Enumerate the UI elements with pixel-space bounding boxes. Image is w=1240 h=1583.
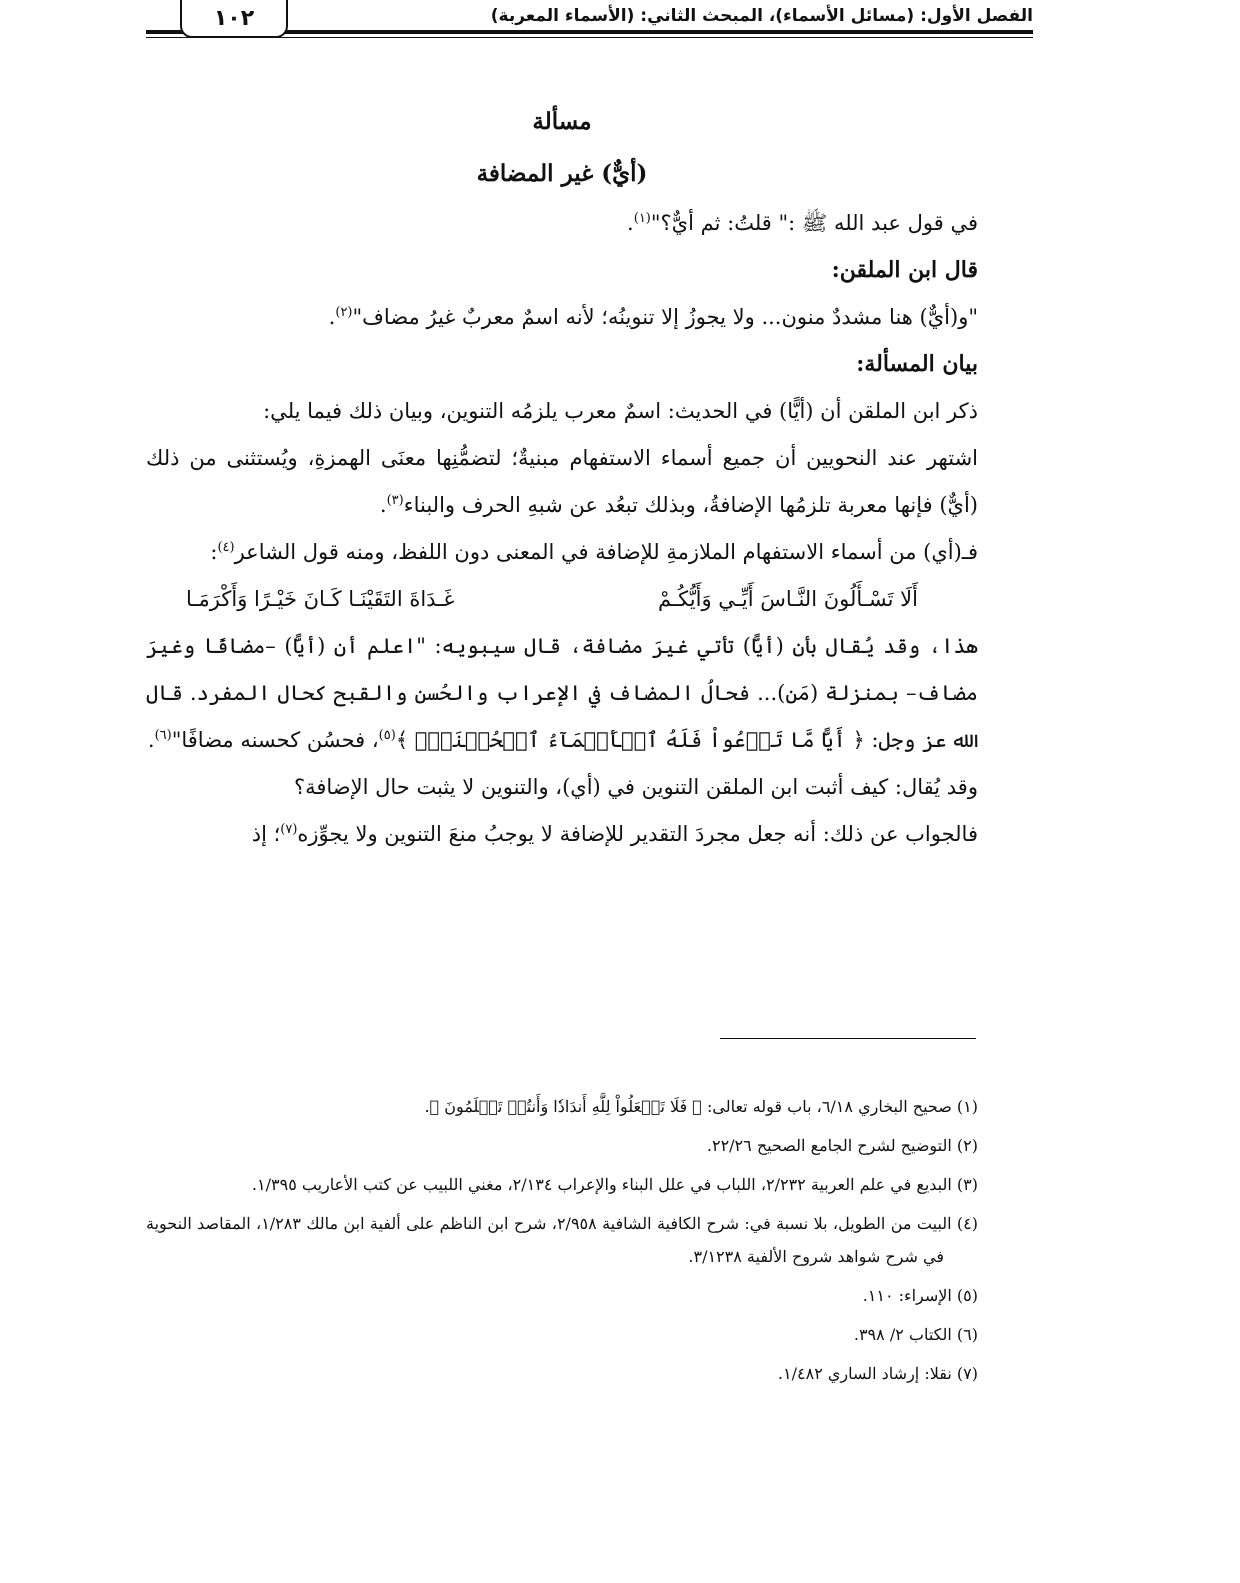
main-content — [146, 96, 978, 858]
issue-title: (أيٌّ) غير المضافة — [476, 160, 648, 187]
footnotes — [146, 1090, 978, 1396]
paragraph-sibawayh-end: ، فحسُن كحسنه مضافًا" — [171, 728, 379, 752]
paragraph-poet: فـ(أي) من أسماء الاستفهام الملازمةِ للإضافة في المعنى دون اللفظ، ومنه قول الشاعر$^{(٤)}$: — [210, 540, 978, 564]
paragraph-sibawayh: هذا، وقد يُقال بأن (أيًّا) تأتي غيرَ مضافة، قال سيبويه: "اعلم أن (أيًّا) –مضافًا وغيرَ مضاف– بمنزلة (مَن)... فحالُ المضاف في الإعراب والحُسن والقبح كحال المفرد. قال الله عز وجل: ﴿ أَيًّا مَّا تَدۡعُواْ فَلَهُ ٱلۡأَسۡمَآءُ ٱلۡحُسۡنَىٰۚ ﴾$^{(٥)}$، فحسُن كحسنه مضافًا"$^{(٦)}$. — [146, 634, 978, 752]
footnote-separator — [720, 1038, 976, 1039]
verse-first-hemistich: أَلَا تَسْـأَلُونَ النَّـاسَ أَيِّـي وَأَيُّكُـمْ — [658, 587, 918, 611]
footnote-4: (٤) البيت من الطويل، بلا نسبة في: شرح الكافية الشافية ٢/٩٥٨، شرح ابن الناظم على ألفية ابن مالك ١/٢٨٣، المقاصد النحوية في شرح شواهد شروح الألفية ٣/١٢٣٨. — [146, 1214, 978, 1266]
running-header-title: الفصل الأول: (مسائل الأسماء)، المبحث الثاني: (الأسماء المعربة) — [490, 6, 1033, 26]
page-number: ١٠٢ — [180, 0, 288, 38]
explanation-heading: بيان المسألة: — [856, 351, 978, 377]
ibn-mulaqqin-quote: "و(أيٌّ) هنا مشددٌ منون... ولا يجوزُ إلا تنوينُه؛ لأنه اسمٌ معربٌ غيرُ مضاف"$^{(٢)}$. — [328, 305, 978, 329]
paragraph-interrogatives-text: اشتهر عند النحويين أن جميع أسماء الاستفهام مبنيةٌ؛ لتضمُّنِها معنَى الهمزةِ، ويُستثنى من ذلك (أيٌّ) فإنها معربة تلزمُها الإضافةُ، وبذلك تبعُد عن شبهِ الحرف والبناء — [146, 446, 978, 517]
paragraph-poet-text: فـ(أي) من أسماء الاستفهام الملازمةِ للإضافة في المعنى دون اللفظ، ومنه قول الشاعر — [234, 540, 978, 564]
verse-second-hemistich: غَـدَاةَ التَقَيْنَـا كَـانَ خَيْـرًا وَأَكْرَمَـا — [186, 587, 455, 611]
paragraph-answer — [146, 811, 978, 858]
footnote-6: (٦) الكتاب ٢/ ٣٩٨. — [853, 1325, 978, 1344]
section-heading: مسألة — [532, 108, 592, 135]
hadith-quote: في قول عبد الله ﷺ :" قلتُ: ثم أيٌّ؟"$^{(١)}$. — [627, 211, 978, 235]
paragraph-intro: ذكر ابن الملقن أن (أيًّا) في الحديث: اسمٌ معرب يلزمُه التنوين، وبيان ذلك فيما يلي: — [263, 399, 978, 423]
poetry-verse — [146, 576, 978, 623]
quote-text: "و(أيٌّ) هنا مشددٌ منون... ولا يجوزُ إلا تنوينُه؛ لأنه اسمٌ معربٌ غيرُ مضاف" — [352, 305, 978, 329]
footnote-3: (٣) البديع في علم العربية ٢/٢٣٢، اللباب في علل البناء والإعراب ٢/١٣٤، مغني اللبيب عن كتب الأعاريب ١/٣٩٥. — [251, 1175, 978, 1194]
footnote-1: (١) صحيح البخاري ٦/١٨، باب قوله تعالى: ﴿ فَلَا تَجۡعَلُواْ لِلَّهِ أَندَادٗا وَأَنتُمۡ تَعۡلَمُونَ ﴾. — [424, 1097, 978, 1116]
footnote-ref-6[interactable]: (٦) — [154, 728, 172, 743]
footnote-ref-4[interactable]: (٤) — [217, 540, 235, 555]
footnote-2: (٢) التوضيح لشرح الجامع الصحيح ٢٢/٢٦. — [706, 1136, 978, 1155]
paragraph-answer-text: فالجواب عن ذلك: أنه جعل مجردَ التقدير للإضافة لا يوجبُ منعَ التنوين ولا يجوِّزه — [297, 822, 978, 846]
paragraph-question: وقد يُقال: كيف أثبت ابن الملقن التنوين في (أي)، والتنوين لا يثبت حال الإضافة؟ — [293, 775, 978, 799]
hadith-text: في قول عبد الله ﷺ :" قلتُ: ثم أيٌّ؟" — [650, 211, 978, 235]
footnote-ref-5[interactable]: (٥) — [378, 728, 396, 743]
paragraph-interrogatives: اشتهر عند النحويين أن جميع أسماء الاستفهام مبنيةٌ؛ لتضمُّنِها معنَى الهمزةِ، ويُستثنى من ذلك (أيٌّ) فإنها معربة تلزمُها الإضافةُ، وبذلك تبعُد عن شبهِ الحرف والبناء$^{(٣)}$. — [146, 446, 978, 517]
page-header — [0, 0, 1240, 50]
footnote-ref-7[interactable]: (٧) — [280, 822, 298, 837]
footnote-ref-1[interactable]: (١) — [633, 211, 651, 226]
paragraph-sibawayh-text: هذا، وقد يُقال بأن (أيًّا) تأتي غيرَ مضافة، قال سيبويه: "اعلم أن (أيًّا) –مضافًا وغيرَ مضاف– بمنزلة (مَن)... فحالُ المضاف في الإعراب والحُسن والقبح كحال المفرد. قال الله عز وجل: ﴿ أَيًّا مَّا تَدۡعُواْ فَلَهُ ٱلۡأَسۡمَآءُ ٱلۡحُسۡنَىٰۚ ﴾ — [146, 634, 978, 752]
ibn-mulaqqin-heading: قال ابن الملقن: — [831, 257, 978, 283]
footnote-5: (٥) الإسراء: ١١٠. — [862, 1286, 978, 1305]
footnote-ref-3[interactable]: (٣) — [386, 493, 404, 508]
footnote-7: (٧) نقلا: إرشاد الساري ١/٤٨٢. — [777, 1364, 978, 1383]
paragraph-answer-end: ؛ إذ — [251, 822, 281, 846]
footnote-ref-2[interactable]: (٢) — [335, 305, 353, 320]
